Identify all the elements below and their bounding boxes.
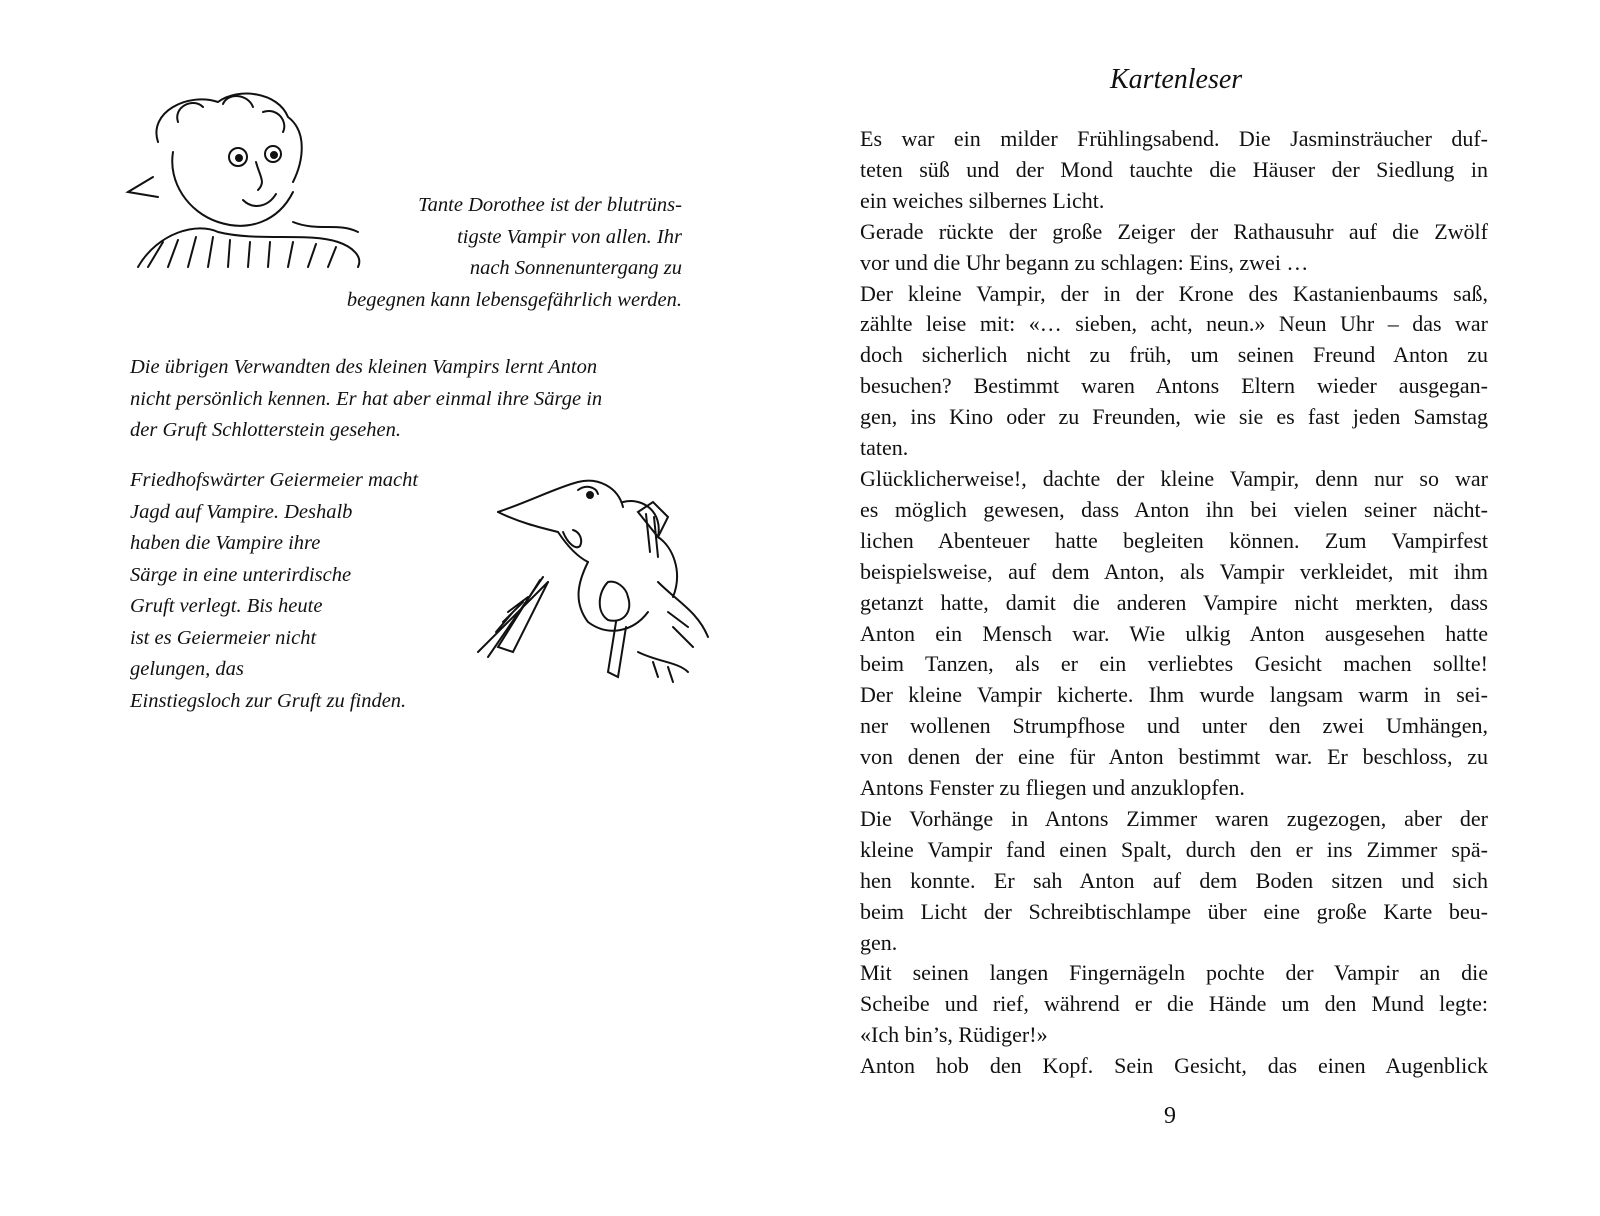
- body-line: von denen der eine für Anton bestimmt war. Er beschloss, zu: [860, 744, 1488, 770]
- body-line: lichen Abenteuer hatte begleiten können. Zum Vampirfest: [860, 527, 1488, 553]
- caption-line: haben die Vampire ihre: [130, 532, 321, 554]
- body-text: [860, 124, 1488, 1082]
- body-line: beim Licht der Schreibtischlampe über eine große Karte beu-: [860, 898, 1488, 924]
- caption-line: begegnen kann lebensgefährlich werden.: [346, 288, 682, 311]
- caption-line: gelungen, das: [130, 658, 244, 680]
- body-line: taten.: [860, 435, 909, 461]
- body-line: beim Tanzen, als er ein verliebtes Gesicht machen sollte!: [860, 651, 1488, 677]
- body-line: beispielsweise, auf dem Anton, als Vampir verkleidet, mit ihm: [860, 558, 1488, 584]
- body-line: kleine Vampir fand einen Spalt, durch den er ins Zimmer spä-: [860, 836, 1488, 862]
- body-line: teten süß und der Mond tauchte die Häuser der Siedlung in: [860, 156, 1488, 182]
- body-line: zählte leise mit: «… sieben, acht, neun.» Neun Uhr – das war: [860, 311, 1488, 337]
- body-line: doch sicherlich nicht zu früh, um seinen Freund Anton zu: [860, 342, 1488, 368]
- body-line: Die Vorhänge in Antons Zimmer waren zugezogen, aber der: [860, 805, 1488, 831]
- body-line: Glücklicherweise!, dachte der kleine Vampir, denn nur so war: [860, 465, 1488, 491]
- body-line: besuchen? Bestimmt waren Antons Eltern wieder ausgegan-: [860, 373, 1488, 399]
- caption-line: Särge in eine unterirdische: [130, 563, 352, 586]
- body-line: Gerade rückte der große Zeiger der Rathausuhr auf die Zwölf: [860, 218, 1488, 244]
- body-line: «Ich bin’s, Rüdiger!»: [860, 1022, 1048, 1048]
- body-line: Antons Fenster zu fliegen und anzuklopfen.: [860, 775, 1245, 801]
- body-line: Der kleine Vampir kicherte. Ihm wurde langsam warm in sei-: [860, 682, 1488, 708]
- body-line: es möglich gewesen, dass Anton ihn bei vielen seiner nächt-: [860, 496, 1488, 522]
- caption-relatives: [130, 352, 682, 447]
- caption-line: Friedhofswärter Geiermeier macht: [130, 469, 419, 491]
- body-line: ner wollenen Strumpfhose und unter den zwei Umhängen,: [860, 713, 1488, 739]
- caption-line: Tante Dorothee ist der blutrüns-: [418, 194, 682, 216]
- caption-line: Gruft verlegt. Bis heute: [130, 595, 323, 617]
- body-line: hen konnte. Er sah Anton auf dem Boden sitzen und sich: [860, 867, 1488, 893]
- caption-line: Die übrigen Verwandten des kleinen Vampirs lernt Anton: [130, 356, 598, 378]
- body-line: getanzt hatte, damit die anderen Vampire nicht merkten, dass: [860, 589, 1488, 615]
- body-line: vor und die Uhr begann zu schlagen: Eins, zwei …: [860, 249, 1309, 275]
- caption-line: der Gruft Schlotterstein gesehen.: [130, 419, 402, 441]
- body-line: Scheibe und rief, während er die Hände um den Mund legte:: [860, 991, 1488, 1017]
- caption-line: tigste Vampir von allen. Ihr: [457, 225, 682, 248]
- body-line: Es war ein milder Frühlingsabend. Die Jasminsträucher duf-: [860, 126, 1488, 151]
- body-line: Anton ein Mensch war. Wie ulkig Anton ausgesehen hatte: [860, 620, 1488, 646]
- page-number: 9: [1164, 1103, 1176, 1129]
- chapter-title: Kartenleser: [1110, 64, 1243, 95]
- body-line: Mit seinen langen Fingernägeln pochte der Vampir an die: [860, 960, 1488, 986]
- body-line: ein weiches silbernes Licht.: [860, 187, 1105, 213]
- caption-line: Jagd auf Vampire. Deshalb: [130, 500, 353, 523]
- geiermeier-illustration: [468, 462, 728, 702]
- caption-geiermeier: [130, 465, 490, 717]
- body-line: Anton hob den Kopf. Sein Gesicht, das einen Augenblick: [860, 1053, 1488, 1079]
- caption-line: Einstiegsloch zur Gruft zu finden.: [130, 689, 407, 712]
- caption-line: ist es Geiermeier nicht: [130, 626, 317, 649]
- caption-line: nicht persönlich kennen. Er hat aber einmal ihre Särge in: [130, 387, 603, 410]
- caption-line: nach Sonnenuntergang zu: [469, 257, 682, 279]
- caption-aunt-dorothee: [130, 190, 682, 316]
- body-line: Der kleine Vampir, der in der Krone des Kastanienbaums saß,: [860, 280, 1488, 306]
- body-line: gen, ins Kino oder zu Freunden, wie sie es fast jeden Samstag: [860, 404, 1488, 430]
- body-line: gen.: [860, 929, 898, 955]
